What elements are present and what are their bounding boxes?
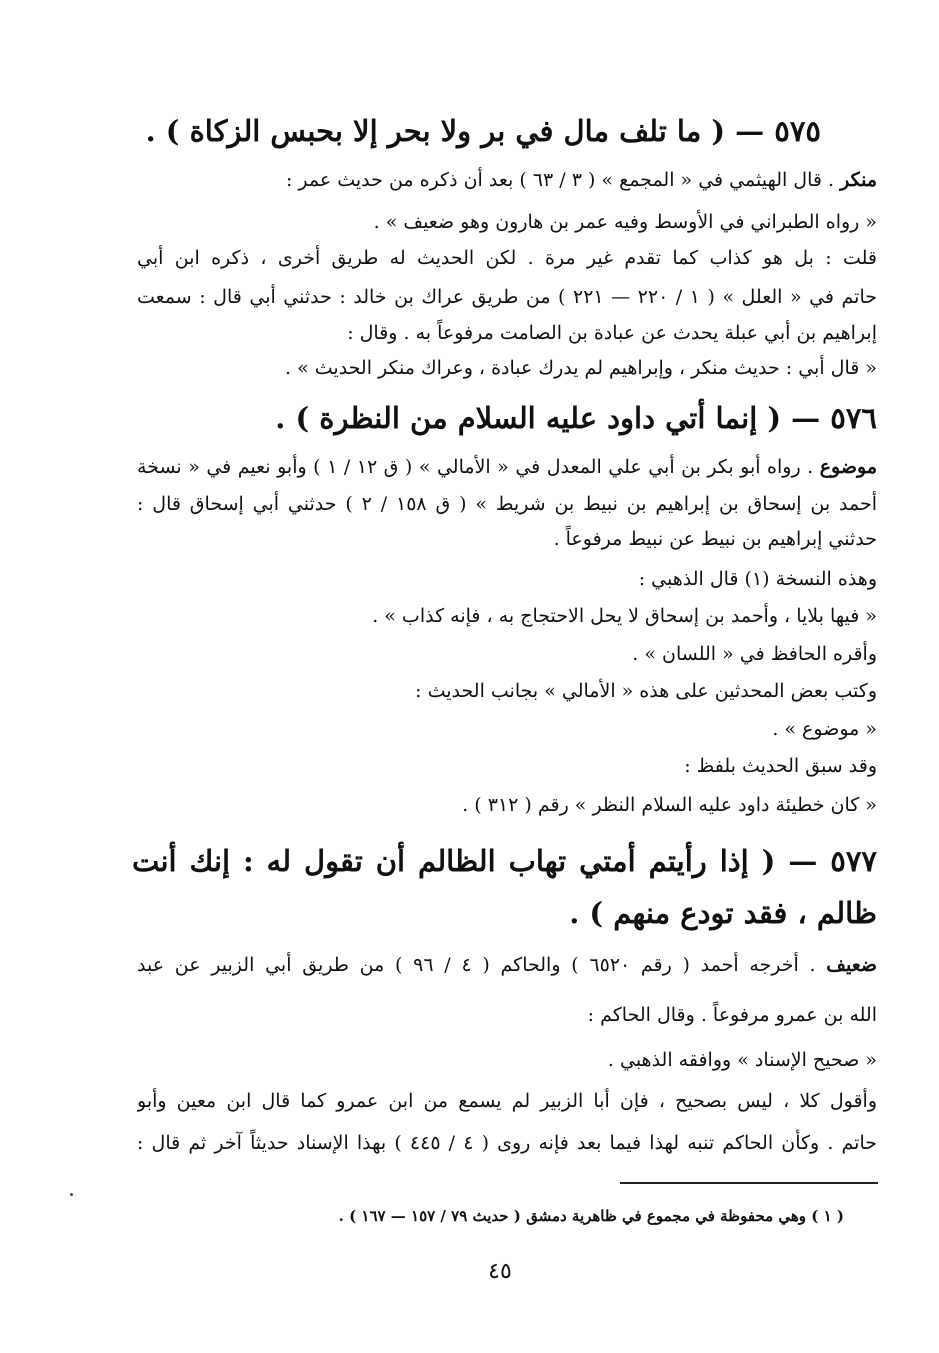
entry-576-line-6: وأقره الحافظ في « اللسان » . [632, 643, 877, 665]
scan-speck [70, 1193, 73, 1196]
entry-576-line-2: أحمد بن إسحاق بن إبراهيم بن نبيط بن شريط » ( ق ١٥٨ / ٢ ) حدثني أبي إسحاق قال : [137, 493, 877, 515]
entry-577-line-3: « صحيح الإسناد » ووافقه الذهبي . [607, 1049, 877, 1071]
grade-label: منكر [840, 169, 877, 191]
footnote: ( ١ ) وهي محفوظة في مجموع في ظاهرية دمشق ( حديث ٧٩ / ١٥٧ — ١٦٧ ) . [338, 1207, 844, 1225]
entry-577-heading: ٥٧٧ — ( إذا رأيتم أمتي تهاب الظالم أن تقول له : إنك أنت [132, 844, 877, 878]
entry-577-line-1: ضعيف . أخرجه أحمد ( رقم ٦٥٢٠ ) والحاكم ( ٤ / ٩٦ ) من طريق أبي الزبير عن عبد [137, 954, 877, 976]
entry-576-line-9: وقد سبق الحديث بلفظ : [684, 755, 877, 777]
entry-576-line-4: وهذه النسخة (١) قال الذهبي : [638, 568, 877, 590]
entry-576-heading: ٥٧٦ — ( إنما أتي داود عليه السلام من النظرة ) . [275, 401, 877, 435]
entry-575-line-2: « رواه الطبراني في الأوسط وفيه عمر بن هارون وهو ضعيف » . [373, 211, 877, 233]
entry-575-heading: ٥٧٥ — ( ما تلف مال في بر ولا بحر إلا بحبس الزكاة ) . [145, 114, 821, 148]
entry-575-line-5: إبراهيم بن أبي عبلة يحدث عن عبادة بن الصامت مرفوعاً به . وقال : [347, 322, 877, 344]
entry-577-line-5: حاتم . وكأن الحاكم تنبه لهذا فيما بعد فإنه روى ( ٤ / ٤٤٥ ) بهذا الإسناد حديثاً آخر ثم قال : [137, 1132, 877, 1154]
grade-label: موضوع [819, 456, 877, 478]
entry-576-line-10: « كان خطيئة داود عليه السلام النظر » رقم ( ٣١٢ ) . [462, 794, 877, 816]
entry-575-line-3: قلت : بل هو كذاب كما تقدم غير مرة . لكن الحديث له طريق أخرى ، ذكره ابن أبي [137, 247, 877, 269]
entry-577-line-4: وأقول كلا ، ليس بصحيح ، فإن أبا الزبير لم يسمع من ابن عمرو كما قال ابن معين وأبو [137, 1090, 877, 1112]
entry-577-heading-continued: ظالم ، فقد تودع منهم ) . [569, 896, 877, 930]
entry-576-line-1: موضوع . رواه أبو بكر بن أبي علي المعدل في « الأمالي » ( ق ١٢ / ١ ) وأبو نعيم في « نسخة [137, 456, 877, 478]
entry-575-line-1: منكر . قال الهيثمي في « المجمع » ( ٣ / ٦٣ ) بعد أن ذكره من حديث عمر : [285, 169, 877, 191]
entry-576-line-7: وكتب بعض المحدثين على هذه « الأمالي » بجانب الحديث : [415, 680, 877, 702]
entry-576-line-5: « فيها بلايا ، وأحمد بن إسحاق لا يحل الاحتجاج به ، فإنه كذاب » . [372, 605, 877, 627]
entry-576-line-8: « موضوع » . [772, 718, 877, 740]
footnote-separator [620, 1182, 878, 1184]
entry-576-line-3: حدثني إبراهيم بن نبيط عن نبيط مرفوعاً . [553, 528, 877, 550]
entry-575-line-6: « قال أبي : حديث منكر ، وإبراهيم لم يدرك عبادة ، وعراك منكر الحديث » . [285, 357, 877, 379]
grade-label: ضعيف [826, 954, 877, 976]
entry-575-line-4: حاتم في « العلل » ( ١ / ٢٢٠ — ٢٢١ ) من طريق عراك بن خالد : حدثني أبي قال : سمعت [137, 286, 877, 308]
entry-577-line-2: الله بن عمرو مرفوعاً . وقال الحاكم : [587, 1004, 877, 1026]
page-number: ٤٥ [488, 1259, 512, 1284]
